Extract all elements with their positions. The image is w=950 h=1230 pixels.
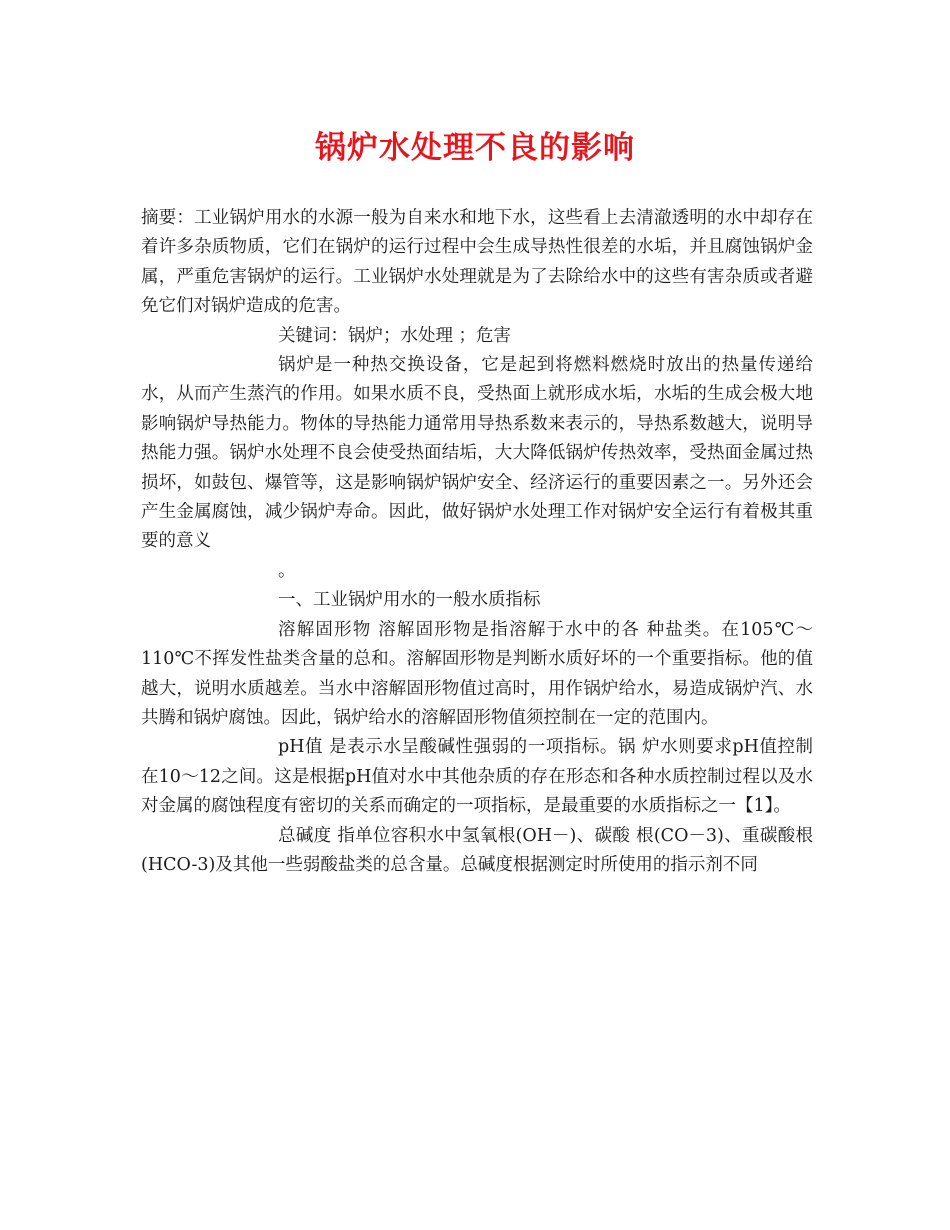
- document-title: 锅炉水处理不良的影响: [315, 130, 635, 166]
- keywords-paragraph: 关键词：锅炉；水处理 ；危害: [278, 325, 512, 346]
- dissolved-solids-paragraph: 溶解固形物 溶解固形物是指溶解于水中的各 种盐类。在105℃～110℃不挥发性盐类含量的总和。溶解固形物是判断水质好坏的一个重要指标。他的值越大，说明水质越差。当水中溶解固形物值过高时，用作锅炉给水，易造成锅炉汽、水共腾和锅炉腐蚀。因此，锅炉给水的溶解固形物值须控制在一定的范围内。: [141, 619, 813, 728]
- stray-period-paragraph: 。: [278, 560, 296, 581]
- document-body: [141, 204, 813, 880]
- abstract-paragraph: 摘要：工业锅炉用水的水源一般为自来水和地下水，这些看上去清澈透明的水中却存在着许多杂质物质，它们在锅炉的运行过程中会生成导热性很差的水垢，并且腐蚀锅炉金属，严重危害锅炉的运行。工业锅炉水处理就是为了去除给水中的这些有害杂质或者避免它们对锅炉造成的危害。: [141, 208, 813, 317]
- section-heading: 一、工业锅炉用水的一般水质指标: [278, 590, 541, 611]
- intro-paragraph: 锅炉是一种热交换设备，它是起到将燃料燃烧时放出的热量传递给水，从而产生蒸汽的作用。如果水质不良，受热面上就形成水垢，水垢的生成会极大地影响锅炉导热能力。物体的导热能力通常用导热系数来表示的，导热系数越大，说明导热能力强。锅炉水处理不良会使受热面结垢，大大降低锅炉传热效率，受热面金属过热损坏，如鼓包、爆管等，这是影响锅炉锅炉安全、经济运行的重要因素之一。另外还会产生金属腐蚀，减少锅炉寿命。因此，做好锅炉水处理工作对锅炉安全运行有着极其重要的意义: [141, 355, 813, 552]
- ph-paragraph: pH值 是表示水呈酸碱性强弱的一项指标。锅 炉水则要求pH值控制在10～12之间。这是根据pH值对水中其他杂质的存在形态和各种水质控制过程以及水对金属的腐蚀程度有密切的关系而确定的一项指标，是最重要的水质指标之一【1】。: [141, 737, 813, 817]
- alkalinity-paragraph: 总碱度 指单位容积水中氢氧根(OH－)、碳酸 根(CO－3)、重碳酸根(HCO-3)及其他一些弱酸盐类的总含量。总碱度根据测定时所使用的指示剂不同: [141, 825, 813, 875]
